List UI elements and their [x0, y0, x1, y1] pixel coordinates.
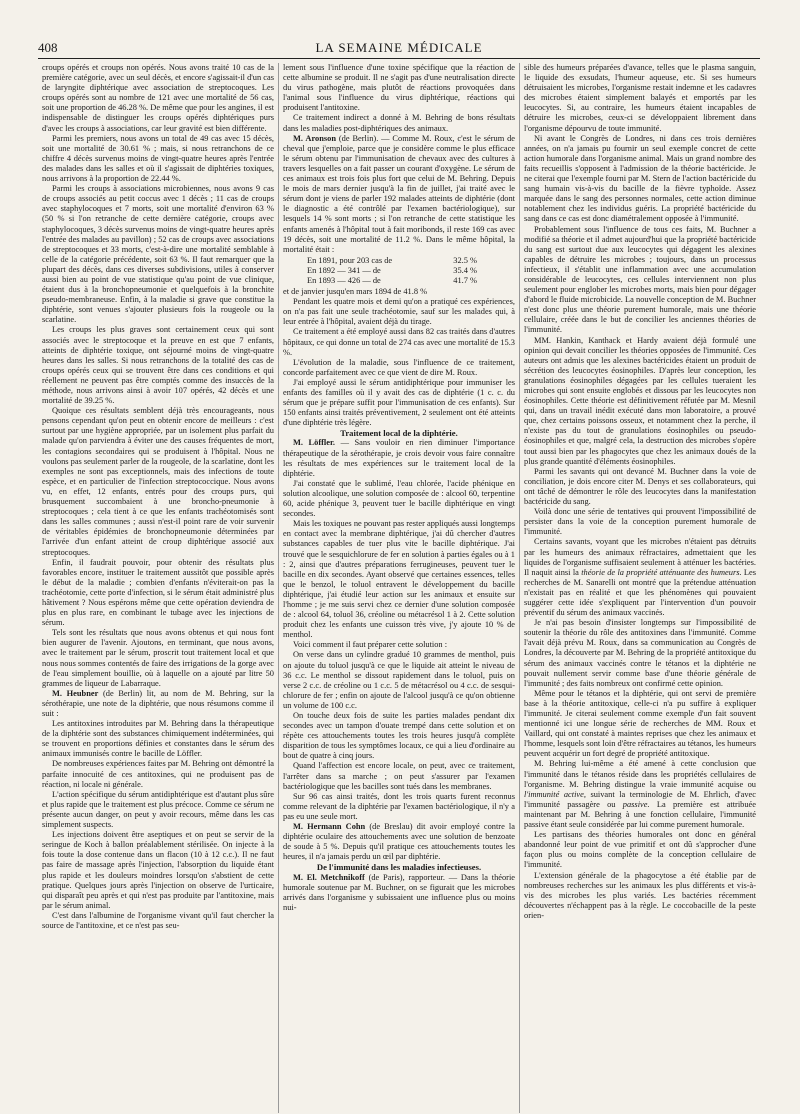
paragraph: Quoique ces résultats semblent déjà très encourageants, nous pensons cependant qu'on peut en obtenir encore de meilleurs : c'est surtout par une hygiène appropriée, par un isolement plus parfait du malade qu'on parviendra à éviter une des causes fréquentes de mort, les contagions secondaires qui se produisent à l'hôpital. Nous ne voulons pas seulement parler de la rougeole, de la scarlatine, dont les exemples ne sont pas exceptionnels, mais des infections de toute espèce, et en particulier de l'infection streptococcique. Nous avons vu, en effet, 12 enfants, entrés pour des croups purs, qui brusquement succombaient à une broncho-pneumonie à streptocoques ; cela tient à ce que les enfants trachéotomisés sont dans les salles communes ; aussi n'est-il point rare de voir survenir de véritables épidémies de bronchopneumonie déterminées par l'arrivée d'un enfant atteint de croup diphtérique associé aux streptocoques.	[42, 406, 274, 557]
paragraph: M. El. Metchnikoff (de Paris), rapporteur. — Dans la théorie humorale soutenue par M. Buchner, on se figurait que les microbes arrivés dans l'organisme y subissaient une influence plus ou moins nui-	[283, 872, 516, 912]
paragraph: Certains savants, voyant que les microbes n'étaient pas détruits par les humeurs des animaux réfractaires, admettaient que les liquides de l'organisme suffisaient seulement à atténuer les bactéries. Il naquit ainsi la théorie de la propriété atténuante des humeurs. Les recherches de M. Sanarelli ont montré que la prétendue atténuation n'existait pas en réalité et que les phénomènes qui pouvaient suggérer cette idée s'expliquent par l'intervention d'un pouvoir préventif du sérum des animaux vaccinés.	[524, 537, 756, 618]
paragraph: Mais les toxiques ne pouvant pas rester appliqués aussi longtemps en contact avec la membrane diphtérique, j'ai dû chercher d'autres substances capables de tuer plus vite le bacille diphtérique. J'ai trouvé que le sesquichlorure de fer en solution à parties égales ou à 1 : 2, ainsi que d'autres préparations ferrugineuses, peuvent tuer le bacille en dix secondes. Ayant observé que certaines essences, telles que le benzol, le toluol entravent le développement du bacille diphtérique, j'ai étudié leur action sur les animaux et ensuite sur l'homme ; je me suis servi chez ce dernier d'une solution composée de : alcool 64, toluol 36, créoline ou métacrésol 1 à 2. Cette solution produit chez les enfants une cuisson très vive, j'y ajoute 10 % de menthol.	[283, 519, 515, 640]
paragraph: Sur 96 cas ainsi traités, dont les trois quarts furent reconnus comme relevant de la diphtérie par l'examen bactériologique, il n'y a pas eu une seule mort.	[283, 791, 515, 821]
paragraph: On touche deux fois de suite les parties malades pendant dix secondes avec un tampon d'ouate trempé dans cette solution et on répète ces attouchements toutes les trois heures jusqu'à complète disparition de tous les symptômes locaux, ce qui a lieu d'ordinaire au bout de quatre à cinq jours.	[283, 711, 515, 761]
paragraph: Enfin, il faudrait pouvoir, pour obtenir des résultats plus favorables encore, instituer le traitement aussitôt que possible après le début de la maladie ; combien d'enfants n'éviterait-on pas la trachéotomie, cette porte d'infection, si le sérum était administré plus hâtivement ? Nous espérons même que cette opération deviendra de plus en plus rare, en combinant le tubage avec les injections de sérum.	[42, 557, 274, 628]
column-middle	[278, 63, 519, 1113]
paragraph: Les croups les plus graves sont certainement ceux qui sont associés avec le streptocoque et la preuve en est que 7 enfants, atteints de diphtérie toxique, ont séjourné moins de vingt-quatre heures dans les salles. Si nous retranchons de la totalité des cas de croups opérés ceux qui se trouvent être dans ces conditions et qui réellement ne peuvent pas être comptés comme des insuccès de la méthode, nous arrivons ainsi à avoir 107 opérés, 42 décès et une mortalité de 39.25 %.	[42, 325, 274, 406]
paragraph: M. Behring lui-même a été amené à cette conclusion que l'immunité dans le tétanos réside dans les propriétés cellulaires de l'organisme. M. Behring distingue la vraie immunité acquise ou l'immunité active, suivant la terminologie de M. Ehrlich, d'avec l'immunité passagère ou passive. La première est attribuée maintenant par M. Behring à une fonction cellulaire, l'immunité passive étant seule considérée par lui comme purement humorale.	[524, 759, 756, 830]
paragraph: L'extension générale de la phagocytose a été établie par de nombreuses recherches sur les animaux les plus différents et vis-à-vis des microbes les plus variés. Les bactéries récemment découvertes n'échappent pas à la règle. Le coccobacille de la peste orien-	[524, 870, 756, 920]
paragraph: M. Hermann Cohn (de Breslau) dit avoir employé contre la diphtérie oculaire des attouchements avec une solution de benzoate de soude à 5 %. Depuis qu'il pratique ces attouchements toutes les heures, il n'a jamais perdu un œil par diphtérie.	[283, 822, 515, 862]
paragraph: J'ai employé aussi le sérum antidiphtérique pour immuniser les enfants des familles où il y avait des cas de diphtérie (1 c. c. du sérum que je prépare suffit pour l'immunisation de ces enfants). Sur 150 enfants ainsi traités préventivement, 2 seulement ont été atteints d'une diphtérie très légère.	[283, 377, 515, 428]
paragraph: Je n'ai pas besoin d'insister longtemps sur l'impossibilité de soutenir la théorie du rôle des antitoxines dans l'immunité. Comme l'avait déjà prévu M. Roux, dans sa communication au Congrès de Londres, la découverte par M. Behring de la propriété antitoxique du sérum des animaux vaccinés contre le tétanos et la diphtérie ne pouvait nullement servir comme base d'une théorie générale de l'immunité ; des faits nombreux ont confirmé cette opinion.	[524, 618, 756, 688]
paragraph: M. Aronson (de Berlin). — Comme M. Roux, c'est le sérum de cheval que j'emploie, parce que je considère comme le plus efficace le sérum obtenu par l'immunisation de chevaux avec des cultures à travers lesquelles on a fait passer un courant d'oxygène. Le sérum de ces animaux est trois fois plus fort que celui de M. Behring. Depuis le mois de mars dernier jusqu'à la fin de juillet, j'ai traité avec le sérum dont je viens de parler 192 malades atteints de diphtérie (dont le diagnostic a été contrôlé par l'examen bactériologique), sur lesquels 14 % sont morts ; si l'on retranche de cette statistique les enfants amenés à l'hôpital tout à fait moribonds, il reste 169 cas avec 19 décès, soit une mortalité de 11.2 %. Dans le même hôpital, la mortalité était :	[283, 133, 515, 254]
paragraph: Ce traitement indirect a donné à M. Behring de bons résultats dans les maladies post-diphtériques des animaux.	[283, 113, 515, 133]
mortality-row: En 1892 — 341 — de 35.4 %	[307, 265, 477, 275]
column-left	[38, 63, 278, 1113]
page-number: 408	[38, 40, 58, 55]
section-heading: De l'immunité dans les maladies infectieuses.	[316, 862, 482, 873]
mortality-row: En 1891, pour 203 cas de 32.5 %	[307, 255, 477, 265]
paragraph: Voilà donc une série de tentatives qui prouvent l'impossibilité de persister dans la voie de la conception purement humorale de l'immunité.	[524, 507, 756, 537]
paragraph: Parmi les premiers, nous avons un total de 49 cas avec 15 décès, soit une mortalité de 30.61 % ; mais, si nous retranchons de ce chiffre 4 décès survenus moins de vingt-quatre heures après l'entrée des malades dans les salles et où il s'agissait de diphtéries toxiques, nous arrivons à la proportion de 22.44 %.	[42, 133, 274, 184]
paragraph: Ce traitement a été employé aussi dans 82 cas traités dans d'autres hôpitaux, ce qui donne un total de 274 cas avec une mortalité de 15.3 %.	[283, 327, 515, 357]
paragraph: Les partisans des théories humorales ont donc en général abandonné leur point de vue primitif et ont dû s'approcher d'une façon plus ou moins complète de la conception cellulaire de l'immunité.	[524, 830, 756, 870]
paragraph: L'action spécifique du sérum antidiphtérique est d'autant plus sûre et plus rapide que le traitement est plus précoce. Comme ce sérum ne présente aucun danger, on peut y avoir recours, même dans les cas simplement suspects.	[42, 789, 274, 830]
column-right	[519, 63, 760, 1113]
page-header	[38, 38, 760, 59]
mortality-row: En 1893 — 426 — de 41.7 %	[307, 275, 477, 285]
paragraph: J'ai constaté que le sublimé, l'eau chlorée, l'acide phénique en solution alcoolique, une solution composée de : alcool 60, terpentine 60, acide phénique 3, peuvent tuer le bacille diphtérique en vingt secondes.	[283, 478, 515, 519]
mortality-table	[307, 256, 477, 286]
paragraph: L'évolution de la maladie, sous l'influence de ce traitement, concorde parfaitement avec ce que vient de dire M. Roux.	[283, 357, 515, 377]
paragraph: M. Heubner (de Berlin) lit, au nom de M. Behring, sur la sérothérapie, une note de la diphtérie, que nous résumons comme il suit :	[42, 688, 275, 718]
table-tail: et de janvier jusqu'en mars 1894 de 41.8 %	[283, 287, 428, 297]
paragraph: On verse dans un cylindre gradué 10 grammes de menthol, puis on ajoute du toluol jusqu'à ce que le liquide ait atteint le niveau de 36 c.c. Le menthol se dissout rapidement dans le toluol, puis on verse 2 c.c. de créoline ou 1 c.c. 5 de métacrésol ou 4 c.c. de sesqui-chlorure de fer ; enfin on ajoute de l'alcool jusqu'à ce qu'on obtienne un volume de 100 c.c.	[283, 650, 515, 710]
paragraph: Probablement sous l'influence de tous ces faits, M. Buchner a modifié sa théorie et il admet aujourd'hui que la propriété bactéricide du sang est surtout due aux leucocytes qui dégagent les alexines capables de détruire les microbes ; toujours, dans un processus infectieux, il s'établit une inflammation avec une accumulation considérable de leucocytes, ces cellules interviennent non plus seulement pour englober les microbes morts, mais bien pour dégager d'abord le fluide microbicide. La nouvelle conception de M. Buchner n'est donc plus une théorie purement humorale, mais une théorie cellulaire, créée dans le but de concilier les anciennes théories de l'immunité.	[524, 224, 756, 335]
paragraph: Parmi les savants qui ont devancé M. Buchner dans la voie de conciliation, je dois encore citer M. Denys et ses collaborateurs, qui ont tâché de démontrer le rôle des leucocytes dans la manifestation bactéricide du sang.	[524, 466, 756, 507]
paragraph: MM. Hankin, Kanthack et Hardy avaient déjà formulé une opinion qui devait concilier les théories opposées de l'immunité. Ces auteurs ont admis que les alexines bactéricides étaient un produit de sécrétion des leucocytes éosinophiles. D'après leur conception, les granulations éosinophiles dégagées par les cellules tueraient les microbes qui sont ensuite englobés et dissous par les leucocytes non éosinophiles. Cette théorie est définitivement réfutée par M. Mesnil qui, dans un travail inédit exécuté dans mon laboratoire, a prouvé que, chez certains poissons osseux, et notamment chez la perche, il n'existe pas du tout de granulations éosinophiles ou pseudo-éosinophiles et que, malgré cela, la destruction des microbes s'opère tout aussi bien par les phagocytes que chez les animaux doués de la plus grande quantité d'éléments éosinophiles.	[524, 335, 756, 466]
paragraph: De nombreuses expériences faites par M. Behring ont démontré la parfaite innocuité de ces antitoxines, qui ne produisent pas de réaction, ni locale ni générale.	[42, 759, 274, 789]
paragraph: lement sous l'influence d'une toxine spécifique que la réaction de cette albumine se produit. Il ne s'agit pas d'une neutralisation directe du virus pathogène, mais plutôt de réactions provoquées dans l'animal sous l'influence du virus diphtérique, réactions qui produisent l'antitoxine.	[283, 63, 515, 113]
text-columns	[38, 63, 760, 1113]
paragraph: Parmi les croups à associations microbiennes, nous avons 9 cas de croups associés au petit coccus avec 1 décès ; 11 cas de croups avec staphylocoques et 7 morts, soit une mortalité d'environ 63 % (50 % si l'on retranche de cette dernière catégorie, croups avec staphylocoques, 3 décès survenus moins de vingt-quatre heures après l'entrée des malades au pavillon) ; 52 cas de croups avec associations de streptocoques et 33 morts, c'est-à-dire une mortalité semblable à celle de la catégorie précédente, soit 63 %. Il faut remarquer que la plupart des décès, dans ces diverses subdivisions, utiles à conserver aussi bien au point de vue statistique qu'au point de vue clinique, étaient dus à la bronchopneumonie et quelquefois à la bronchite pseudo-membraneuse. Enfin, à la maladie si grave que constitue la diphtérie, sont venues s'ajouter plusieurs fois la rougeole ou la scarlatine.	[42, 184, 274, 325]
section-heading: Traitement local de la diphtérie.	[340, 428, 458, 439]
paragraph: Pendant les quatre mois et demi qu'on a pratiqué ces expériences, on n'a pas fait une seule trachéotomie, sauf sur les malades qui, à leur entrée à l'hôpital, avaient déjà du tirage.	[283, 297, 515, 327]
paragraph: C'est dans l'albumine de l'organisme vivant qu'il faut chercher la source de l'antitoxine, et ce n'est pas seu-	[42, 910, 274, 930]
paragraph: M. Löffler. — Sans vouloir en rien diminuer l'importance thérapeutique de la sérothérapie, je crois devoir vous faire connaître les résultats de mes expériences sur le traitement local de la diphtérie.	[283, 438, 515, 478]
journal-title: LA SEMAINE MÉDICALE	[315, 40, 483, 55]
paragraph: Quand l'affection est encore locale, on peut, avec ce traitement, l'arrêter dans sa marche ; on peut s'assurer par l'examen bactériologique que les bacilles sont tués dans les membranes.	[283, 761, 515, 791]
paragraph: Les injections doivent être aseptiques et on peut se servir de la seringue de Koch à ballon préalablement stérilisée. On injecte à la fois toute la dose contenue dans un flacon (10 à 12 c.c.). Il ne faut pas faire de massage après l'injection, l'absorption du liquide étant plus rapide et les douleurs moindres lorsqu'on s'abstient de cette pratique. Quelques jours après l'injection on observe de l'urticaire, qui disparaît peu après et qui n'est pas produite par l'antitoxine, mais par le sérum animal.	[42, 830, 274, 910]
paragraph: Même pour le tétanos et la diphtérie, qui ont servi de première base à la théorie antitoxique, celle-ci n'a pu suffire à expliquer l'immunité. Je citerai seulement comme exemple d'un fait souvent mentionné ici une longue série de recherches de MM. Roux et Vaillard, qui ont constaté à maintes reprises que chez les animaux et l'homme, lesquels sont loin d'être réfractaires au tétanos, les humeurs peuvent acquérir un fort degré de propriété antitoxique.	[524, 688, 756, 759]
paragraph: Tels sont les résultats que nous avons obtenus et qui nous font bien augurer de l'avenir. Ajoutons, en terminant, que nous avons, avec le traitement par le sérum, proscrit tout traitement local et que nous nous sommes contentés de faire des irrigations de la gorge avec de l'eau simplement bouillie, où à laquelle on a ajouté par litre 50 grammes de liqueur de Labarraque.	[42, 628, 274, 688]
paragraph: Voici comment il faut préparer cette solution :	[293, 640, 448, 650]
paragraph: sible des humeurs préparées d'avance, telles que le plasma sanguin, le liquide des exsudats, l'humeur aqueuse, etc. Si ses humeurs détruisaient les microbes, l'organisme restait indemne et les cadavres des microbes étaient simplement balayés et emportés par les leucocytes. Si, au contraire, les humeurs étaient incapables de détruire les microbes, ceux-ci se développaient librement dans l'organisme dépourvu de toute immunité.	[524, 63, 756, 133]
paragraph: croups opérés et croups non opérés. Nous avons traité 10 cas de la première catégorie, avec un seul décès, et encore s'agissait-il d'un cas de laryngite diphtérique avec association de streptocoques. Les croups opérés sont au nombre de 121 avec une mortalité de 56 cas, soit une proportion de 46.28 %. De même que pour les angines, il est indispensable de distinguer les croups opérés diphtériques purs d'avec les croups à associations, car leur gravité est bien différente.	[42, 63, 274, 133]
paragraph: Les antitoxines introduites par M. Behring dans la thérapeutique de la diphtérie sont des substances chimiquement indéterminées, qui se trouvent en proportions définies et constantes dans le sérum des animaux immunisés contre le bacille de Löffler.	[42, 719, 274, 759]
paragraph: Ni avant le Congrès de Londres, ni dans ces trois dernières années, on n'a jamais pu fournir un seul exemple concret de cette action humorale dans l'organisme animal. Mais un grand nombre des faits recueillis s'opposent à l'admission de la théorie bactéricide. Je ne citerai que l'exemple fourni par M. Stern de l'action bactéricide du sang humain vis-à-vis du bacille de la fièvre typhoïde. Assez marquée dans le sang des personnes normales, cette action diminue notablement chez les individus guéris. La propriété bactéricide du sang dans ce cas est donc diamétralement opposée à l'immunité.	[524, 133, 756, 224]
